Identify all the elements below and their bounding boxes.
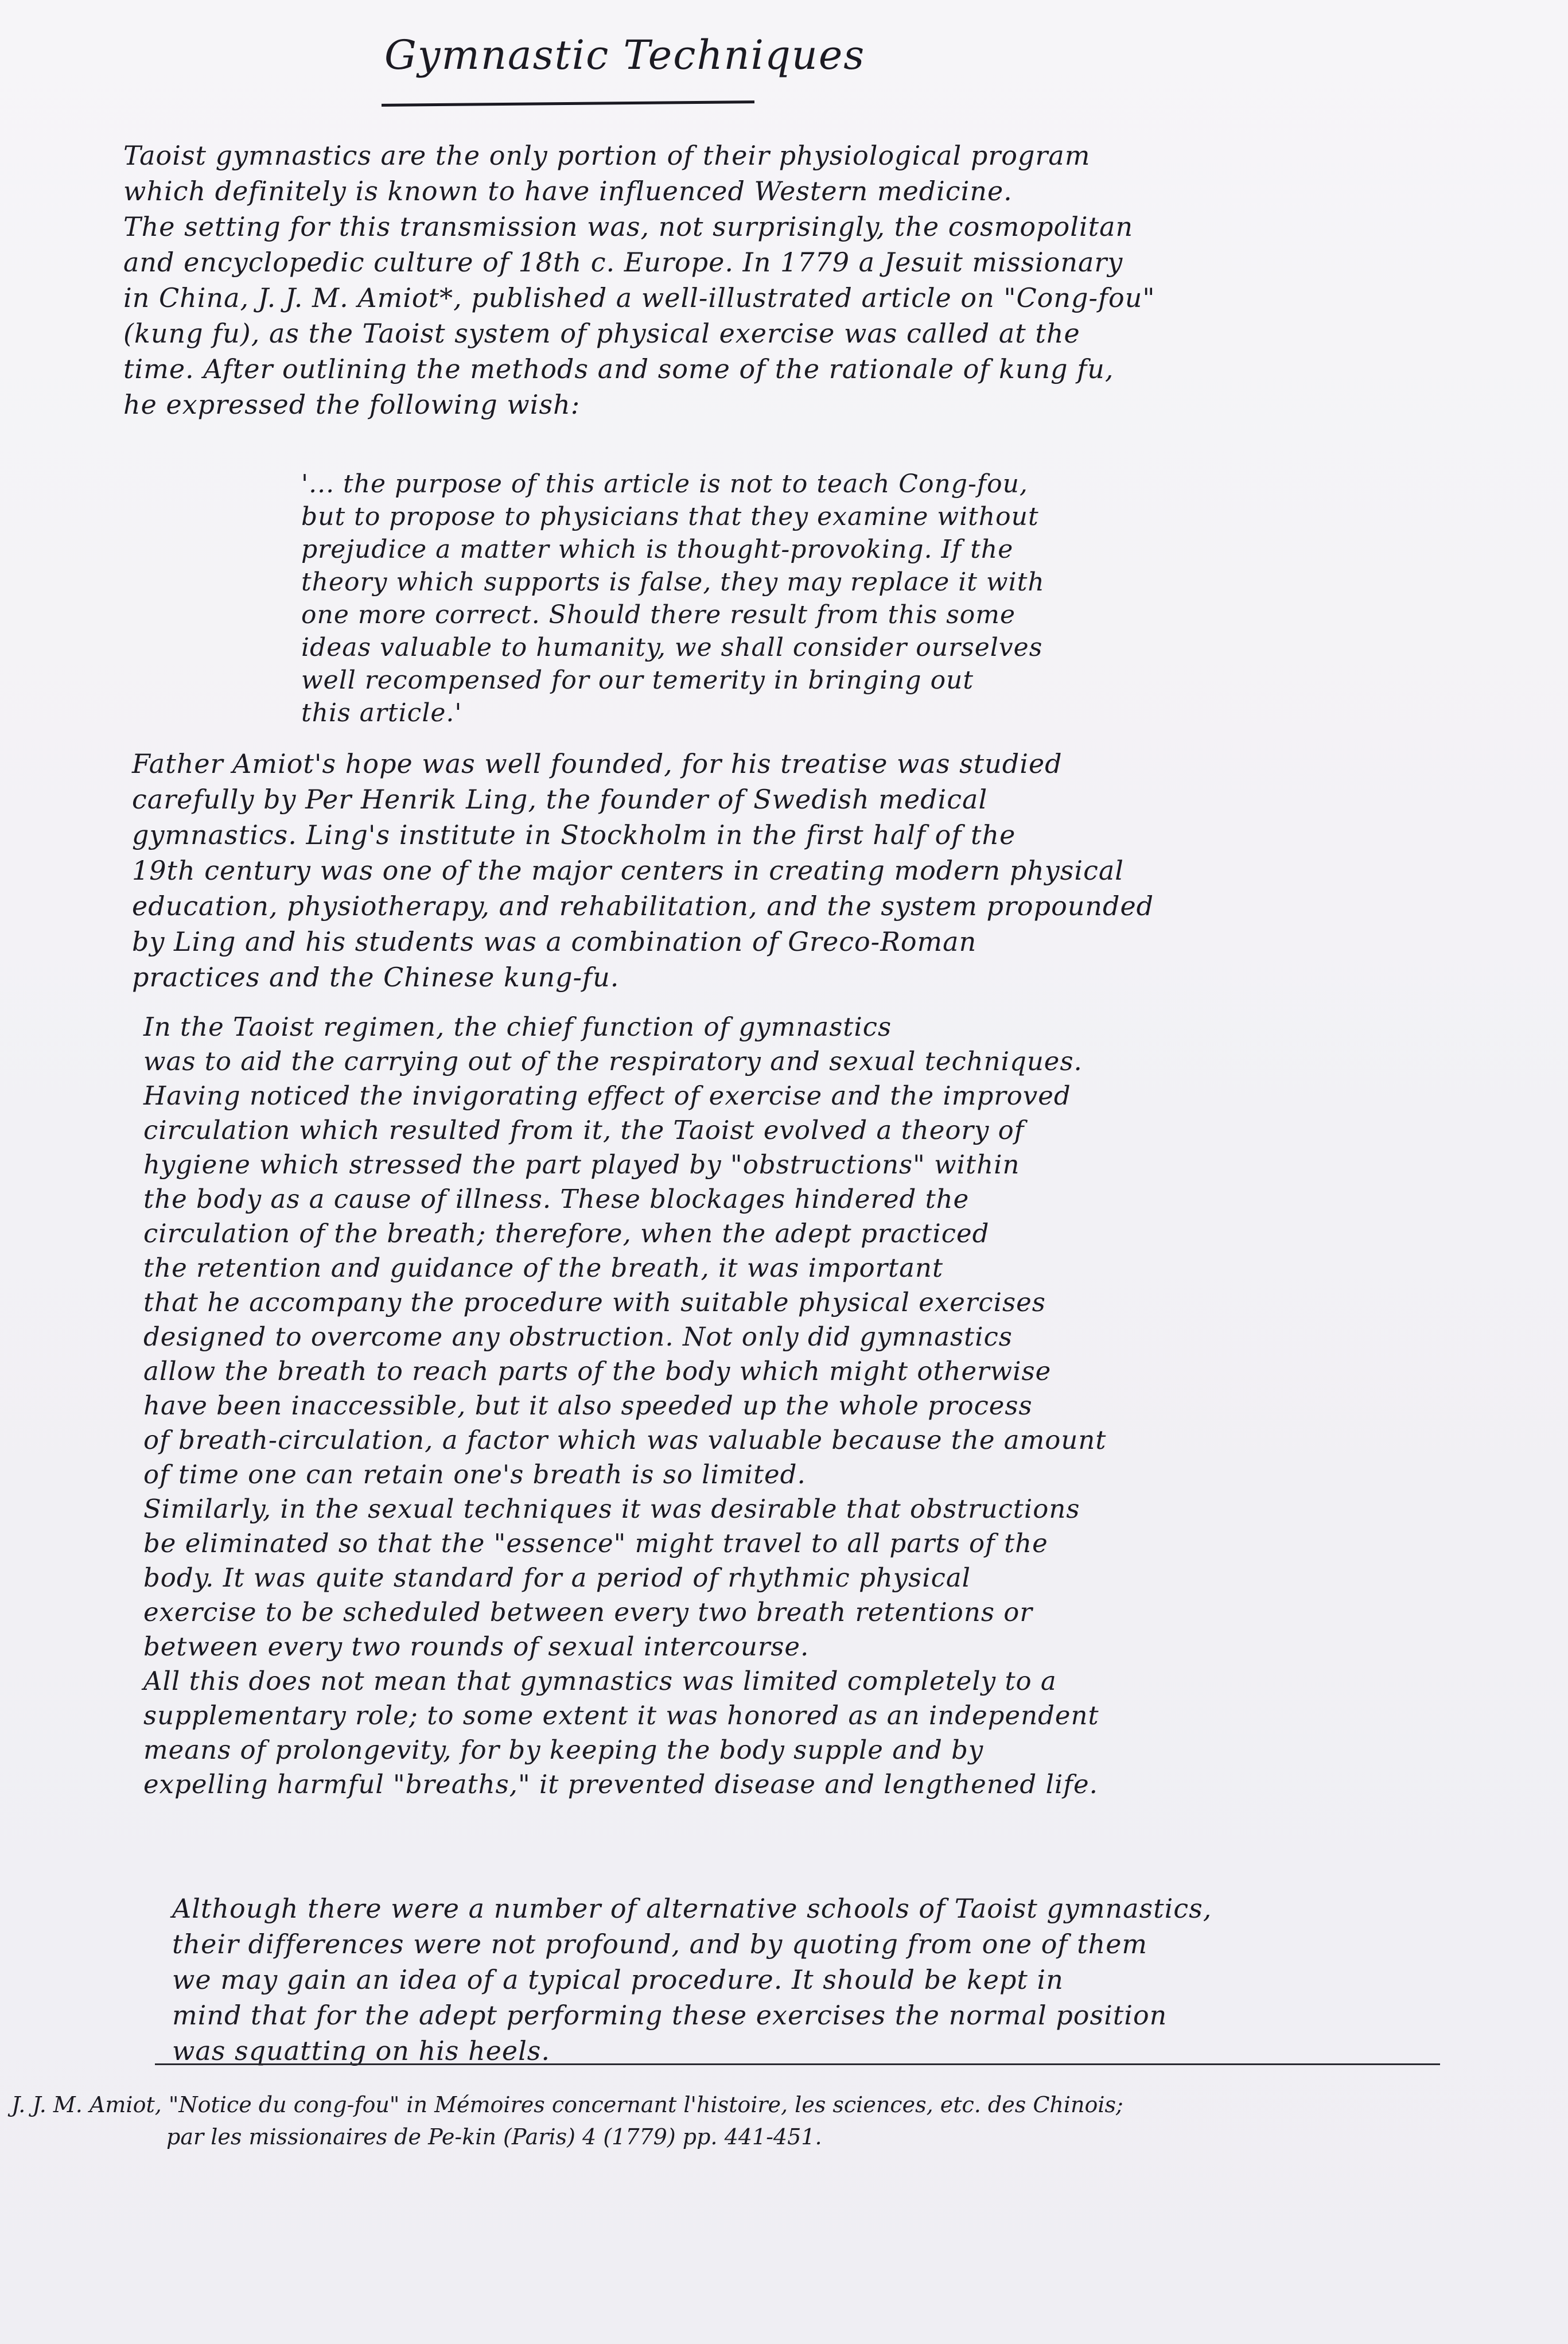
- text-line: body. It was quite standard for a period of rhythmic physical: [143, 1562, 971, 1593]
- text-line: of breath-circulation, a factor which was valuable because the amount: [143, 1425, 1107, 1455]
- text-line: The setting for this transmission was, not surprisingly, the cosmopolitan: [123, 211, 1134, 242]
- footnote-divider: [155, 2063, 1440, 2065]
- text-line: means of prolongevity, for by keeping the body supple and by: [143, 1735, 984, 1765]
- text-line: supplementary role; to some extent it was honored as an independent: [143, 1700, 1099, 1731]
- text-line: expelling harmful "breaths," it prevented disease and lengthened life.: [143, 1769, 1098, 1799]
- text-line: circulation which resulted from it, the Taoist evolved a theory of: [143, 1115, 1025, 1145]
- text-line: Similarly, in the sexual techniques it was desirable that obstructions: [143, 1494, 1080, 1524]
- text-line: their differences were not profound, and by quoting from one of them: [172, 1929, 1148, 1960]
- text-line: exercise to be scheduled between every two breath retentions or: [143, 1597, 1033, 1627]
- text-line: he expressed the following wish:: [123, 389, 581, 420]
- text-line: designed to overcome any obstruction. Not only did gymnastics: [143, 1321, 1013, 1352]
- text-line: circulation of the breath; therefore, when the adept practiced: [143, 1218, 990, 1249]
- text-line: one more correct. Should there result from this some: [301, 600, 1016, 629]
- text-line: allow the breath to reach parts of the body which might otherwise: [143, 1356, 1052, 1386]
- text-line: carefully by Per Henrik Ling, the founder of Swedish medical: [132, 784, 988, 815]
- text-line: par les missionaires de Pe-kin (Paris) 4 (1779) pp. 441-451.: [166, 2124, 822, 2149]
- text-line: Having noticed the invigorating effect of exercise and the improved: [143, 1080, 1071, 1111]
- text-line: 19th century was one of the major centers in creating modern physical: [132, 855, 1124, 886]
- text-line: this article.': [301, 698, 462, 728]
- text-line: well recompensed for our temerity in bringing out: [301, 666, 974, 695]
- text-line: Father Amiot's hope was well founded, for his treatise was studied: [132, 748, 1063, 779]
- text-line: that he accompany the procedure with suitable physical exercises: [143, 1287, 1046, 1317]
- paragraph-2: [132, 746, 1154, 995]
- text-line: but to propose to physicians that they examine without: [301, 502, 1039, 531]
- text-line: '... the purpose of this article is not to teach Cong-fou,: [301, 469, 1028, 499]
- title-underline: [382, 100, 754, 107]
- text-line: (kung fu), as the Taoist system of physical exercise was called at the: [123, 318, 1080, 349]
- text-line: Taoist gymnastics are the only portion of their physiological program: [123, 140, 1091, 171]
- text-line: hygiene which stressed the part played by "obstructions" within: [143, 1149, 1020, 1180]
- text-line: the retention and guidance of the breath, it was important: [143, 1253, 944, 1283]
- text-line: All this does not mean that gymnastics was limited completely to a: [143, 1666, 1057, 1696]
- paragraph-1: [123, 138, 1155, 422]
- text-line: the body as a cause of illness. These blockages hindered the: [143, 1184, 970, 1214]
- text-line: theory which supports is false, they may replace it with: [301, 567, 1045, 597]
- footnote: [11, 2089, 1123, 2153]
- paragraph-4: [172, 1891, 1212, 2069]
- text-line: time. After outlining the methods and some of the rationale of kung fu,: [123, 353, 1114, 384]
- text-line: education, physiotherapy, and rehabilitation, and the system propounded: [132, 891, 1154, 922]
- text-line: In the Taoist regimen, the chief function of gymnastics: [143, 1012, 892, 1042]
- text-line: between every two rounds of sexual intercourse.: [143, 1631, 810, 1662]
- text-line: Although there were a number of alternative schools of Taoist gymnastics,: [172, 1893, 1212, 1924]
- text-line: ideas valuable to humanity, we shall consider ourselves: [301, 633, 1043, 662]
- text-line: mind that for the adept performing these exercises the normal position: [172, 2000, 1168, 2031]
- text-line: be eliminated so that the "essence" might travel to all parts of the: [143, 1528, 1048, 1558]
- text-line: in China, J. J. M. Amiot*, published a well-illustrated article on "Cong-fou": [123, 282, 1155, 313]
- text-line: have been inaccessible, but it also speeded up the whole process: [143, 1390, 1033, 1421]
- text-line: by Ling and his students was a combination of Greco-Roman: [132, 926, 977, 957]
- text-line: practices and the Chinese kung-fu.: [132, 962, 620, 993]
- text-line: we may gain an idea of a typical procedure. It should be kept in: [172, 1964, 1064, 1995]
- page-title: Gymnastic Techniques: [384, 32, 866, 79]
- text-line: J. J. M. Amiot, "Notice du cong-fou" in Mémoires concernant l'histoire, les sciences, etc. des Chinois;: [11, 2092, 1123, 2117]
- paragraph-3: [143, 1010, 1106, 1802]
- text-line: and encyclopedic culture of 18th c. Europe. In 1779 a Jesuit missionary: [123, 247, 1123, 278]
- text-line: which definitely is known to have influenced Western medicine.: [123, 176, 1013, 207]
- text-line: of time one can retain one's breath is so limited.: [143, 1459, 806, 1490]
- text-line: was squatting on his heels.: [172, 2035, 551, 2066]
- amiot-quote: [301, 468, 1045, 729]
- text-line: prejudice a matter which is thought-provoking. If the: [301, 535, 1014, 564]
- text-line: was to aid the carrying out of the respiratory and sexual techniques.: [143, 1046, 1083, 1076]
- text-line: gymnastics. Ling's institute in Stockholm in the first half of the: [132, 819, 1016, 850]
